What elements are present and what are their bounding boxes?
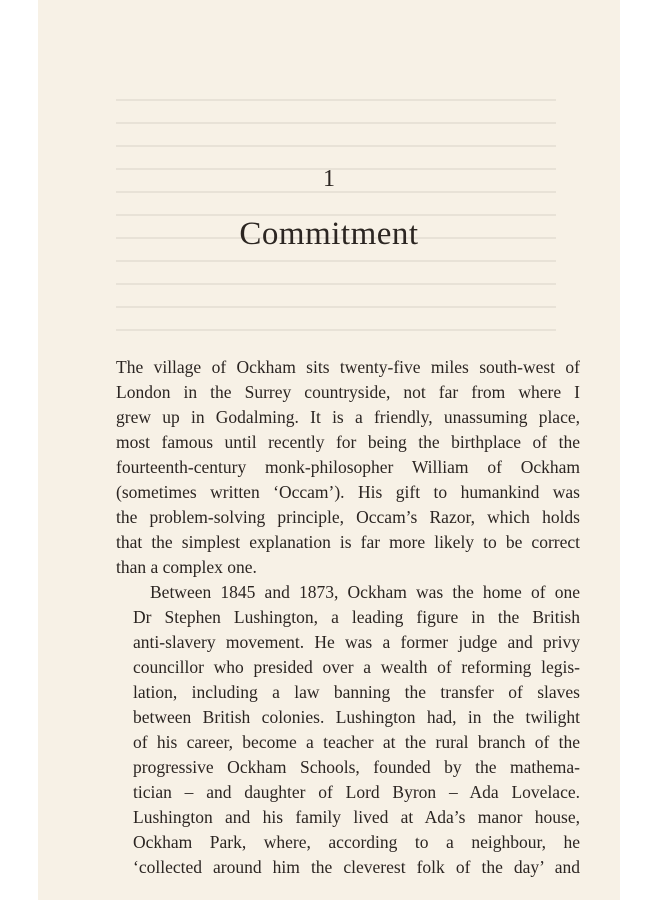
text-line: ‘collected around him the cleverest folk of the day’ and (133, 857, 580, 877)
text-line: that the simplest explanation is far more likely to be correct (116, 532, 580, 552)
chapter-number: 1 (323, 166, 335, 192)
text-line: Between 1845 and 1873, Ockham was the home of one (150, 582, 580, 602)
text-line: grew up in Godalming. It is a friendly, unassuming place, (116, 407, 580, 427)
text-line: London in the Surrey countryside, not far from where I (116, 382, 580, 402)
text-line: progressive Ockham Schools, founded by the mathema- (133, 757, 580, 777)
book-page (38, 0, 620, 900)
text-line: The village of Ockham sits twenty-five miles south-west of (116, 357, 580, 377)
text-line: between British colonies. Lushington had, in the twilight (133, 707, 580, 727)
chapter-body (116, 355, 580, 880)
text-line: the problem-solving principle, Occam’s Razor, which holds (116, 507, 580, 527)
show-through-text (116, 78, 556, 338)
text-line: most famous until recently for being the birthplace of the (116, 432, 580, 452)
paragraph-1 (116, 355, 580, 580)
chapter-title: Commitment (239, 216, 419, 252)
text-line: anti-slavery movement. He was a former judge and privy (133, 632, 580, 652)
text-line: than a complex one. (116, 557, 257, 577)
text-line: councillor who presided over a wealth of reforming legis- (133, 657, 580, 677)
text-line: (sometimes written ‘Occam’). His gift to humankind was (116, 482, 580, 502)
text-line: tician – and daughter of Lord Byron – Ada Lovelace. (133, 782, 580, 802)
text-line: of his career, become a teacher at the rural branch of the (133, 732, 580, 752)
text-line: Dr Stephen Lushington, a leading figure in the British (133, 607, 580, 627)
text-line: Lushington and his family lived at Ada’s manor house, (133, 807, 580, 827)
text-line: lation, including a law banning the transfer of slaves (133, 682, 580, 702)
paragraph-2 (116, 580, 580, 880)
text-line: Ockham Park, where, according to a neighbour, he (133, 832, 580, 852)
text-line: fourteenth-century monk-philosopher William of Ockham (116, 457, 580, 477)
